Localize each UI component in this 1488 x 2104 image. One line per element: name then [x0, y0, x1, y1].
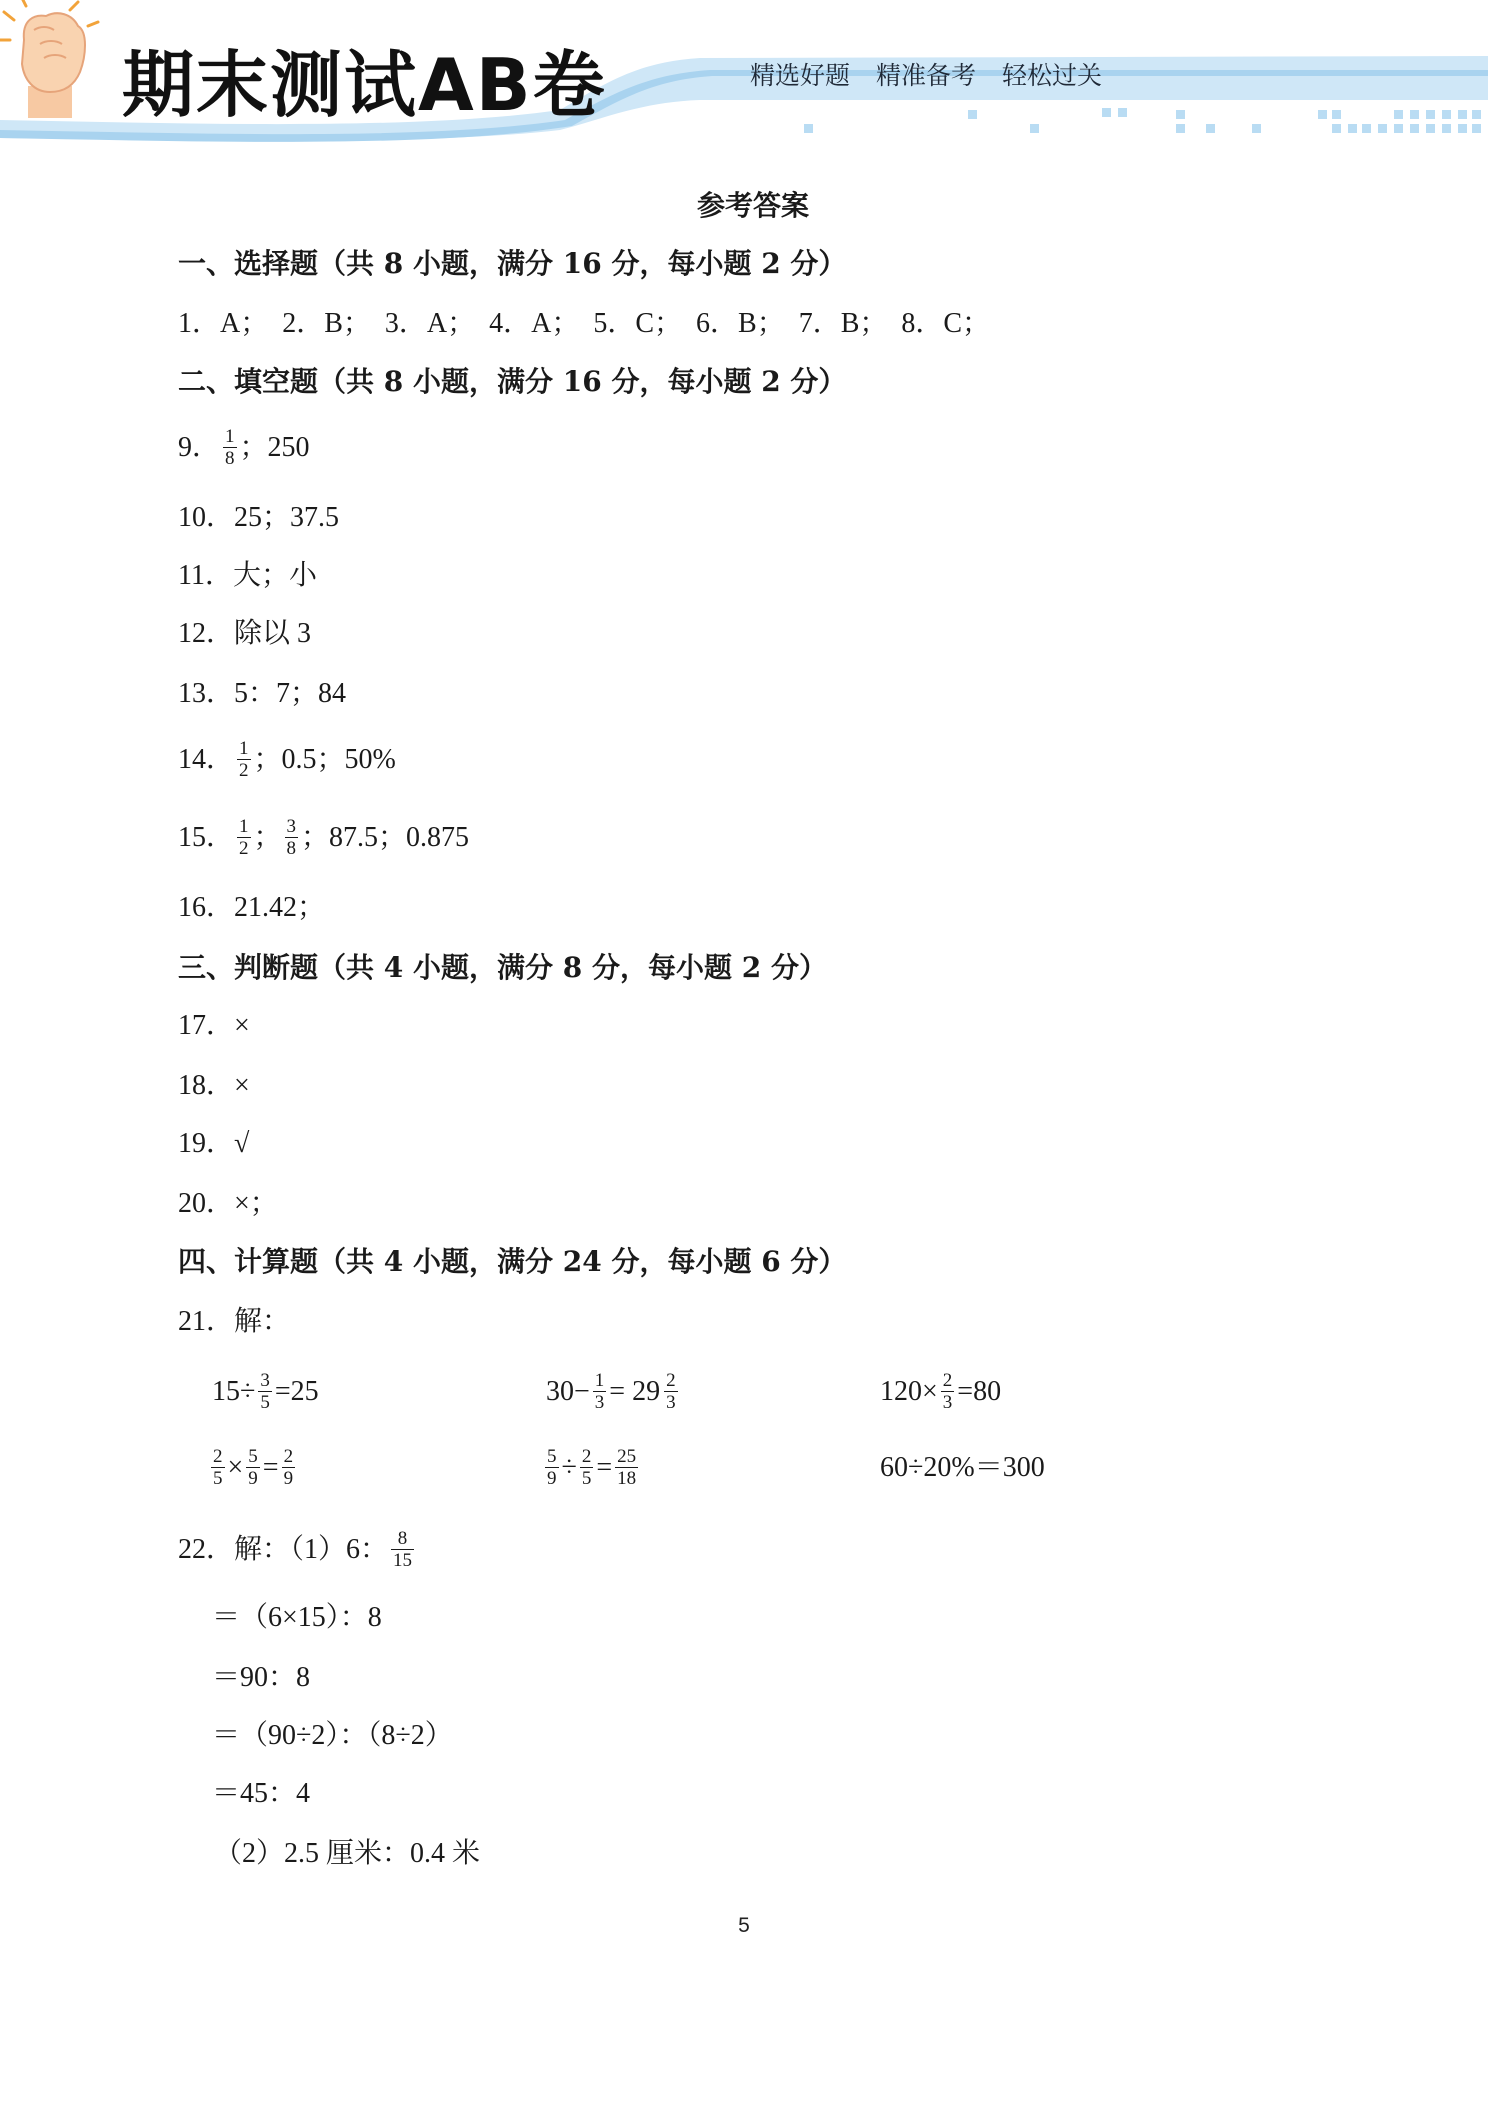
q14-frac-den: 2: [239, 760, 249, 782]
e4-op: ×: [227, 1452, 244, 1483]
q21-expression-2: [546, 1372, 681, 1415]
header-banner: [0, 0, 1488, 160]
q22-label: 22．解：（1）6：: [178, 1534, 389, 1565]
doc-title: 参考答案: [696, 189, 809, 222]
e1-right: =25: [274, 1376, 319, 1407]
q15-f1-num: 1: [239, 816, 249, 838]
choice-answers: 1．A； 2．B； 3．A； 4．A； 5．C； 6．B； 7．B； 8．C；: [178, 308, 991, 339]
e5-eq: =: [596, 1452, 613, 1483]
raised-fist-icon: [0, 0, 100, 118]
e2-num2: 2: [666, 1370, 676, 1392]
banner-slogans: [750, 56, 1102, 96]
section-heading-judge: 三、判断题（共 4 小题，满分 8 分，每小题 2 分）: [178, 951, 827, 984]
q15-label: 15．: [178, 822, 235, 853]
q15-fraction-1: [237, 816, 251, 859]
e5-n2: 2: [581, 1446, 592, 1468]
q9-rest: ；250: [239, 432, 310, 463]
e2-den: 3: [594, 1392, 605, 1414]
e4-fraction-3: [282, 1446, 296, 1489]
answer-q20: 20．×；: [178, 1188, 278, 1219]
q14-frac-num: 1: [239, 738, 249, 760]
answer-q14: [178, 740, 396, 783]
answer-q11: 11．大；小: [178, 560, 317, 591]
q14-fraction: [237, 738, 251, 781]
e5-fraction-2: [580, 1446, 594, 1489]
q22-frac-num: 8: [397, 1528, 408, 1550]
e3-den: 3: [942, 1392, 953, 1414]
e4-n1: 2: [213, 1446, 223, 1468]
e2-right: = 29: [609, 1376, 661, 1407]
e2-mixed-fraction: [664, 1370, 678, 1413]
slogan-1: 精选好题: [750, 61, 851, 90]
q22-fraction: [391, 1528, 414, 1571]
q9-label: 9．: [178, 432, 221, 463]
e3-left: 120×: [880, 1376, 938, 1407]
q22-step-3: ＝（90÷2）：（8÷2）: [212, 1720, 453, 1751]
q15-rest: ；87.5；0.875: [301, 822, 470, 853]
e5-op: ÷: [561, 1452, 577, 1483]
answer-q10: 10．25；37.5: [178, 502, 340, 533]
e4-n2: 5: [248, 1446, 258, 1468]
answer-q9: [178, 428, 310, 471]
section-heading-fill: 二、填空题（共 8 小题，满分 16 分，每小题 2 分）: [178, 365, 847, 398]
q15-fraction-2: [285, 816, 299, 859]
e3-fraction: [941, 1370, 955, 1413]
q22-part-2: （2）2.5 厘米：0.4 米: [214, 1838, 481, 1869]
e5-d3: 18: [617, 1468, 637, 1490]
e4-fraction-2: [246, 1446, 260, 1489]
banner-title: 期末测试AB卷: [122, 43, 607, 127]
q21-expression-6: 60÷20%＝300: [880, 1452, 1045, 1483]
e5-d1: 9: [547, 1468, 557, 1490]
answer-q18: 18．×: [178, 1070, 250, 1101]
q15-f2-den: 8: [286, 838, 297, 860]
e5-fraction-1: [545, 1446, 559, 1489]
e2-den2: 3: [666, 1392, 676, 1414]
q14-rest: ；0.5；50%: [253, 744, 396, 775]
e1-left: 15÷: [212, 1376, 256, 1407]
e2-fraction: [593, 1370, 607, 1413]
q21-expression-4: [208, 1448, 298, 1491]
q15-f2-num: 3: [286, 816, 297, 838]
e5-d2: 5: [581, 1468, 592, 1490]
q21-expression-1: [212, 1372, 319, 1415]
answer-q12: 12．除以 3: [178, 618, 312, 649]
e5-n1: 5: [547, 1446, 557, 1468]
answer-q13: 13．5：7；84: [178, 678, 347, 709]
slogan-3: 轻松过关: [1002, 61, 1103, 90]
e4-d3: 9: [283, 1468, 294, 1490]
section-heading-calc: 四、计算题（共 4 小题，满分 24 分，每小题 6 分）: [178, 1245, 847, 1278]
answer-q21-label: 21．解：: [178, 1306, 291, 1337]
q22-frac-den: 15: [393, 1550, 413, 1572]
section-heading-choice: 一、选择题（共 8 小题，满分 16 分，每小题 2 分）: [178, 247, 847, 280]
answer-q17: 17．×: [178, 1010, 250, 1041]
slogan-2: 精准备考: [876, 61, 977, 90]
q21-expression-5: [542, 1448, 641, 1491]
e5-fraction-3: [615, 1446, 638, 1489]
q9-fraction: [223, 426, 237, 469]
e1-den: 5: [260, 1392, 270, 1414]
q15-f1-den: 2: [239, 838, 249, 860]
e2-num: 1: [594, 1370, 605, 1392]
q21-expression-3: [880, 1372, 1001, 1415]
answer-q16: 16．21.42；: [178, 892, 326, 923]
q9-frac-den: 8: [225, 448, 235, 470]
answer-q19: 19．√: [178, 1128, 250, 1159]
e4-eq: =: [262, 1452, 279, 1483]
e2-left: 30−: [546, 1376, 590, 1407]
e3-right: =80: [957, 1376, 1002, 1407]
q22-step-4: ＝45：4: [212, 1778, 311, 1809]
e1-num: 3: [260, 1370, 270, 1392]
answer-q22: [178, 1530, 417, 1573]
page-number: 5: [738, 1914, 750, 1937]
q14-label: 14．: [178, 744, 235, 775]
e4-d2: 9: [248, 1468, 258, 1490]
e4-fraction-1: [211, 1446, 225, 1489]
e5-n3: 25: [617, 1446, 637, 1468]
e4-d1: 5: [213, 1468, 223, 1490]
q9-frac-num: 1: [225, 426, 235, 448]
e4-n3: 2: [283, 1446, 294, 1468]
e3-num: 2: [942, 1370, 953, 1392]
answer-q15: [178, 818, 469, 861]
q22-step-1: ＝（6×15）：8: [212, 1602, 382, 1633]
e1-fraction: [258, 1370, 272, 1413]
q22-step-2: ＝90：8: [212, 1662, 311, 1693]
q15-sep: ；: [253, 822, 282, 853]
